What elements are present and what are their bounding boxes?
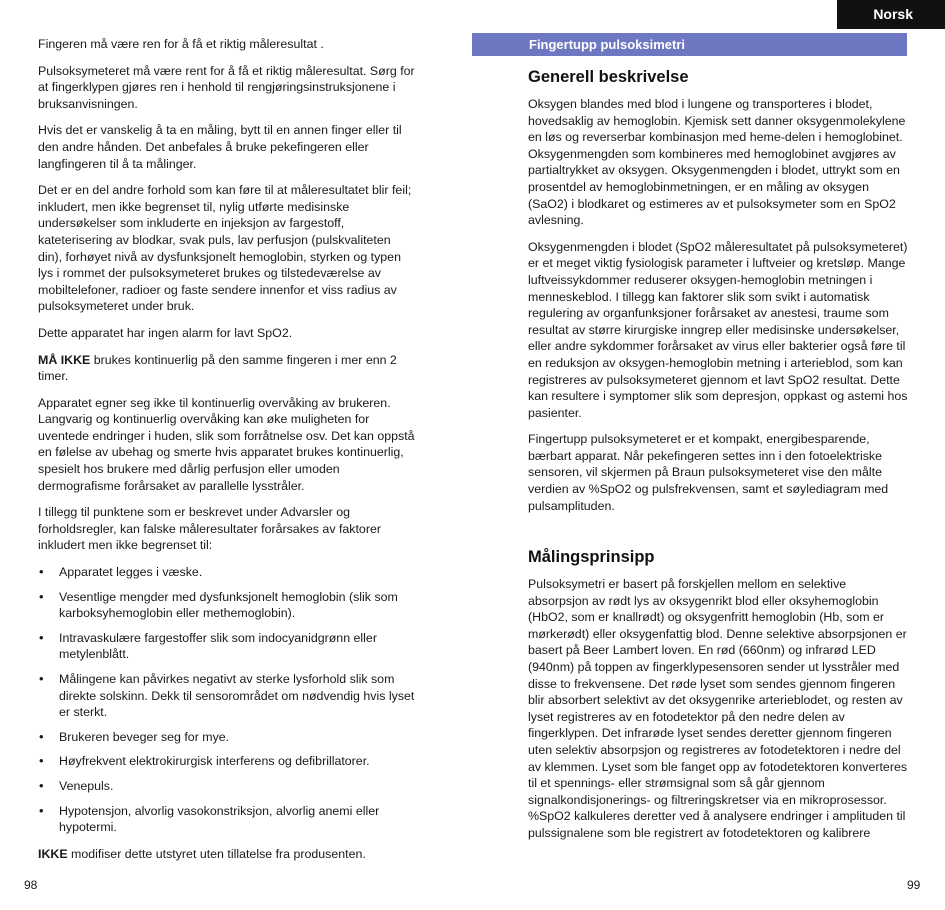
warning-text: brukes kontinuerlig på den samme fingeren i mer enn 2 timer. — [38, 352, 397, 384]
warning-keyword: IKKE — [38, 846, 68, 861]
paragraph: Dette apparatet har ingen alarm for lavt SpO2. — [38, 325, 293, 340]
paragraph: Apparatet egner seg ikke til kontinuerlig overvåking av brukeren. Langvarig og kontinuerlig overvåking kan øke muligheten for uventede endringer i huden, slik som forråtnelse osv. Det kan oppstå en følelse av ubehag og smerte hvis apparatet brukes kontinuerlig, spesielt hos brukere med dårlig perfusjon eller umoden dermografisme forårsaket av parallelle lysstråler. — [38, 395, 415, 493]
list-item: • Hypotensjon, alvorlig vasokonstriksjon, alvorlig anemi eller hypotermi. — [38, 803, 418, 836]
left-page-column — [38, 36, 418, 872]
false-results-list — [38, 564, 418, 836]
list-item: • Venepuls. — [38, 778, 418, 795]
page-number-left: 98 — [24, 878, 38, 892]
heading-general-description: Generell beskrivelse — [528, 68, 689, 86]
warning-keyword: MÅ IKKE — [38, 352, 91, 367]
section-title-bar: Fingertupp pulsoksimetri — [472, 33, 907, 56]
paragraph: Pulsoksymetri er basert på forskjellen mellom en selektive absorpsjon av rødt lys av oksygenrikt blod eller oksyhemoglobin (HbO2, som er knallrødt) og oksygenfritt hemoglobin (Hb, som er mørkerødt) eller oksygenfattig blod. Denne selektive absorpsjonen er basert på Beer Lambert loven. En rød (660nm) og infrarød LED (940nm) på toppen av fingerklypesensoren sender ut lysstråler med disse to frekvensene. Det røde lyset som sendes gjennom fingeren blir absorbert selektivt av det oksygenrike arterieblodet, og resten av lyset registreres av en fotodetektor på den nedre delen av fingerklypen. Det infrarøde lyset sendes deretter gjennom fingeren uten selektiv absorpsjon og registreres av fotodetektoren i nedre del av klemmen. Lyset som ble fanget opp av fotodetektoren konverteres til et spennings- eller strømsignal som så går gjennom signalkondisjonerings- og filtreringskretser via en mikroprosessor. %SpO2 kalkuleres deretter ved å analysere endringer i amplituden til pulssignalene som ble registrert av fotodetektoren og kalibrere — [528, 577, 908, 840]
list-item: • Målingene kan påvirkes negativt av sterke lysforhold slik som direkte solskinn. Dekk til sensorområdet om nødvendig hvis lyset er sterkt. — [38, 671, 418, 721]
paragraph: Fingeren må være ren for å få et riktig måleresultat . — [38, 37, 324, 51]
paragraph: Fingertupp pulsoksymeteret er et kompakt, energibesparende, bærbart apparat. Når pekefingeren settes inn i den fotoelektriske sensoren, vil skjermen på Braun pulsoksymeteret vise den målte verdien av %SpO2 og pulsfrekvensen, samt et søylediagram med pulsamplituden. — [528, 432, 889, 513]
warning-modification — [38, 846, 418, 863]
list-item: • Intravaskulære fargestoffer slik som indocyanidgrønn eller metylenblått. — [38, 630, 418, 663]
paragraph: Pulsoksymeteret må være rent for å få et riktig måleresultat. Sørg for at fingerklypen gjøres ren i henhold til rengjøringsinstruksjonene i bruksanvisningen. — [38, 63, 415, 111]
list-item: • Høyfrekvent elektrokirurgisk interferens og defibrillatorer. — [38, 753, 418, 770]
paragraph: Oksygen blandes med blod i lungene og transporteres i blodet, hovedsaklig av hemoglobin. Kjemisk sett danner oksygenmolekylene en løs og reverserbar kombinasjon med heme-delen i hemoglobinet. Oksygenmengden som kombineres med hemoglobinet avgjøres av partialtrykket av oksygen. Oksygenmengden i blodet, uttrykt som en prosentdel av hemoglobinmetningen, er en måling av oksygen (SaO2) i blodkaret og estimeres av et pulsoksymeter som en SpO2 avlesning. — [528, 97, 906, 228]
warning-continuous-use — [38, 352, 418, 385]
paragraph: I tillegg til punktene som er beskrevet under Advarsler og forholdsregler, kan falske måleresultater forårsakes av faktorer inkludert men ikke begrenset til: — [38, 505, 381, 553]
warning-text: modifiser dette utstyret uten tillatelse fra produsenten. — [67, 846, 366, 861]
list-item: • Brukeren beveger seg for mye. — [38, 729, 418, 746]
language-tab: Norsk — [837, 0, 945, 29]
heading-measuring-principle: Målingsprinsipp — [528, 548, 655, 566]
paragraph: Det er en del andre forhold som kan føre til at måleresultatet blir feil; inkludert, men ikke begrenset til, nylig utførte medisinske undersøkelser som inkluderte en injeksjon av fargestoff, kateterisering av blodkar, svak puls, lav perfusjon (pulskvaliteten din), forhøyet nivå av dysfunksjonelt hemoglobin, styrken og typen lys i rommet der pulsoksymeteret brukes og tilstedeværelse av mobiltelefoner, radioer og faste sendere innenfor et viss radius av pulsoksymeteret under bruk. — [38, 183, 412, 314]
right-page-column-principle — [528, 576, 910, 852]
paragraph: Hvis det er vanskelig å ta en måling, bytt til en annen finger eller til den andre hånden. Det anbefales å bruke pekefingeren eller langfingeren til å ta målinger. — [38, 123, 402, 171]
list-item: • Apparatet legges i væske. — [38, 564, 418, 581]
list-item: • Vesentlige mengder med dysfunksjonelt hemoglobin (slik som karboksyhemoglobin eller methemoglobin). — [38, 589, 418, 622]
page-number-right: 99 — [907, 878, 921, 892]
paragraph: Oksygenmengden i blodet (SpO2 måleresultatet på pulsoksymeteret) er et meget viktig fysiologisk parameter i luftveier og kretsløp. Mange luftveissykdommer reduserer oksygen-hemoglobin metningen i menneskeblod. I tillegg kan faktorer slik som svikt i automatisk regulering av organfunksjoner forårsaket av anestesi, traume som resultat av større kirurgiske inngrep eller medisinske undersøkelser, eller andre sykdommer forårsaket av virus eller bakterier også føre til en reduksjon av oksygen-hemoglobin metning i arterieblod, som kan registreres av pulsoksymeteret gjennom et lavt SpO2 resultat. Dette kan resultere i symptomer slik som depresjon, oppkast og astemi hos pasienter. — [528, 239, 908, 420]
right-page-column-general — [528, 96, 910, 524]
